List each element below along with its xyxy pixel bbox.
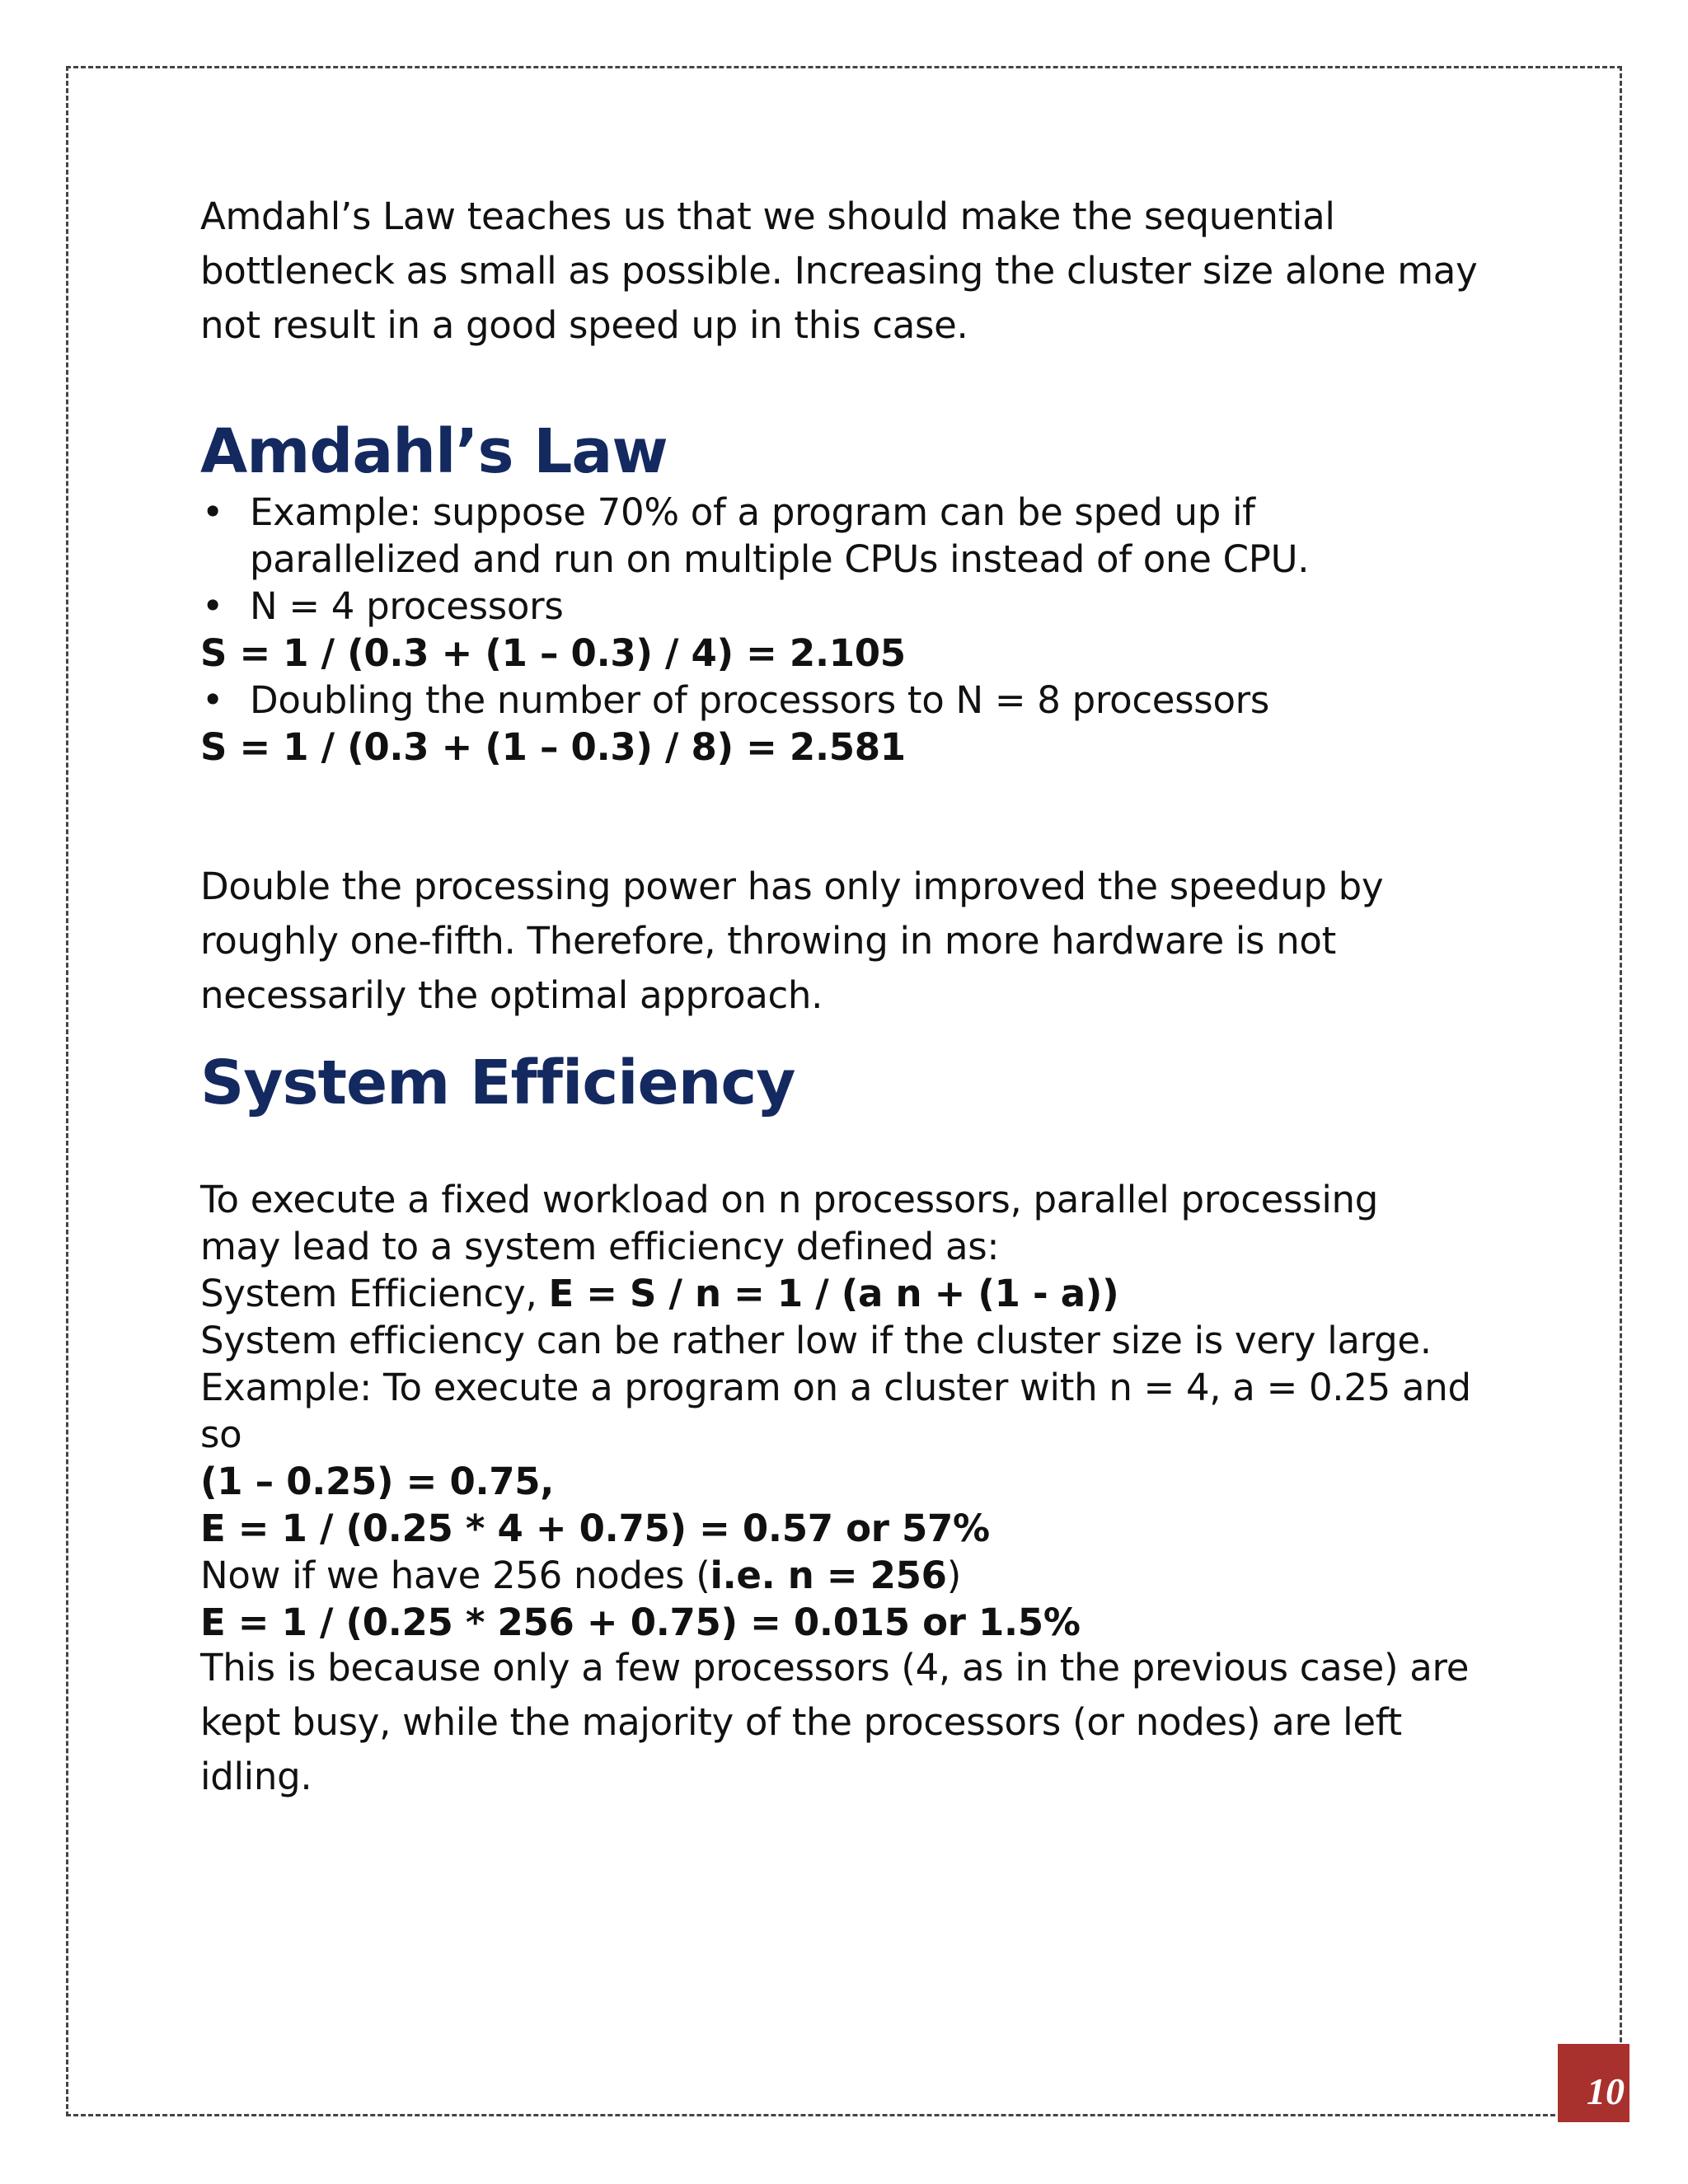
- body-text: ): [946, 1554, 961, 1597]
- closing-line: idling.: [200, 1755, 312, 1798]
- body-text: System Efficiency,: [200, 1272, 549, 1315]
- intro-line: not result in a good speed up in this case.: [200, 303, 968, 347]
- bullet-text: N = 4 processors: [250, 584, 564, 628]
- bullet-item: [200, 677, 1486, 724]
- intro-line: Amdahl’s Law teaches us that we should make the sequential: [200, 194, 1335, 238]
- middle-line: necessarily the optimal approach.: [200, 973, 823, 1017]
- body-text: Now if we have 256 nodes (: [200, 1554, 710, 1597]
- formula-line: E = 1 / (0.25 * 4 + 0.75) = 0.57 or 57%: [200, 1507, 990, 1550]
- closing-line: This is because only a few processors (4, as in the previous case) are: [200, 1646, 1470, 1690]
- formula-line: (1 – 0.25) = 0.75,: [200, 1460, 555, 1503]
- amdahl-example: [200, 489, 1486, 771]
- formula-line: E = 1 / (0.25 * 256 + 0.75) = 0.015 or 1.5%: [200, 1601, 1081, 1644]
- bullet-item: [200, 489, 1486, 536]
- middle-paragraph: [200, 860, 1486, 1023]
- formula-line: S = 1 / (0.3 + (1 – 0.3) / 4) = 2.105: [200, 631, 906, 675]
- bullet-icon: •: [201, 490, 224, 534]
- bullet-continuation: [200, 536, 1486, 583]
- body-line: To execute a fixed workload on n processors, parallel processing: [200, 1178, 1379, 1221]
- body-line: [200, 1270, 1486, 1317]
- efficiency-body: [200, 1176, 1486, 1804]
- middle-line: Double the processing power has only improved the speedup by: [200, 865, 1384, 908]
- body-line: so: [200, 1413, 242, 1456]
- page-number: 10: [1587, 2070, 1625, 2112]
- middle-line: roughly one-fifth. Therefore, throwing in more hardware is not: [200, 919, 1337, 963]
- bullet-text: Example: suppose 70% of a program can be sped up if: [250, 490, 1255, 534]
- body-line: may lead to a system efficiency defined as:: [200, 1225, 1000, 1268]
- section-heading-amdahl: Amdahl’s Law: [200, 416, 668, 487]
- page-number-badge: [1558, 2044, 1629, 2122]
- bullet-text: Doubling the number of processors to N = 8 processors: [250, 678, 1270, 722]
- bullet-icon: •: [201, 584, 224, 628]
- bullet-text: parallelized and run on multiple CPUs instead of one CPU.: [250, 537, 1310, 581]
- intro-paragraph: [200, 190, 1486, 353]
- closing-line: kept busy, while the majority of the processors (or nodes) are left: [200, 1700, 1402, 1744]
- formula-line: S = 1 / (0.3 + (1 – 0.3) / 8) = 2.581: [200, 725, 906, 769]
- body-line: System efficiency can be rather low if the cluster size is very large.: [200, 1319, 1432, 1362]
- efficiency-formula: E = S / n = 1 / (a n + (1 - a)): [548, 1272, 1119, 1315]
- page-content: [200, 190, 1486, 1804]
- body-line: Example: To execute a program on a cluster with n = 4, a = 0.25 and: [200, 1366, 1471, 1409]
- body-line: [200, 1552, 1486, 1599]
- section-heading-efficiency: System Efficiency: [200, 1047, 795, 1118]
- intro-line: bottleneck as small as possible. Increasing the cluster size alone may: [200, 249, 1478, 293]
- body-text-bold: i.e. n = 256: [710, 1554, 947, 1597]
- bullet-icon: •: [201, 678, 224, 722]
- bullet-item: [200, 583, 1486, 630]
